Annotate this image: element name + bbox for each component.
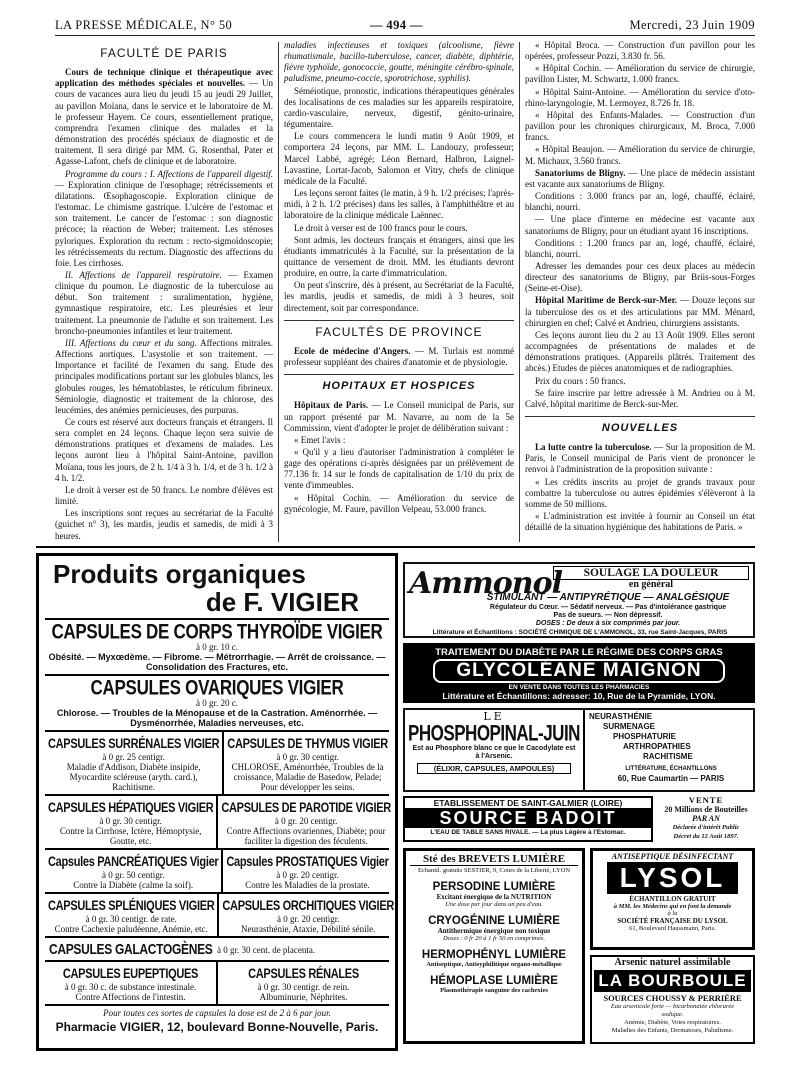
indication: SURMENAGE (603, 722, 656, 731)
lysol-line: SOCIÉTÉ FRANÇAISE DU LYSOL (617, 917, 728, 925)
phospho-lit: LITTÉRATURE, ÉCHANTILLONS (625, 766, 717, 772)
paragraph: maladies infectieuses et toxiques (alcoolisme, fièvre rhumatismale, bacillo-tuberculose, cancer, diabète, diphtérie, fièvre typhoïde, gonococcie, goutte, méningite cérébro-spinale, paludisme, pneumo-coccie, sporotrichose, syphilis). (284, 40, 514, 84)
indications: Contre Affections de l'intestin. (75, 992, 186, 1002)
lysol-address: 61, Boulevard Haussmann, Paris. (629, 925, 716, 932)
phospho-le: LE (483, 710, 505, 723)
bourboule-sources: SOURCES CHOUSSY & PERRIÈRE (603, 993, 742, 1003)
paragraph: — Une place de médecin assistant est vacante aux sanatoriums de Bligny. (525, 167, 755, 189)
ammonol-doses: DOSES : De deux à six comprimés par jour. (535, 620, 681, 627)
ad-lumiere (403, 848, 585, 1044)
paragraph: « Hôpital Cochin. — Amélioration du service de gynécologie, M. Faure, pavillon Velpeau, 53.000 francs. (284, 492, 514, 514)
paragraph: « Hôpital Broca. — Construction d'un pavillon pour les opérées, professeur Pozzi, 3.830 fr. 56. (525, 40, 755, 62)
glyco-line-3: EN VENTE DANS TOUTES LES PHARMACIES (508, 684, 650, 691)
paragraph: Adresser les demandes pour ces deux places au médecin directeur des sanatoriums de Bligny, par Briis-sous-Forges (Seine-et-Oise). (525, 260, 755, 294)
thymus-title: CAPSULES DE THYMUS VIGIER (227, 736, 388, 752)
lysol-line: à la (667, 910, 678, 917)
lumiere-desc: Plasmothérapie sanguine des cachexies (440, 987, 548, 994)
ad-vigier (36, 553, 398, 1051)
paragraph: — M. Turlais est nommé professeur suppléant des chaires d'anatomie et de physiologie. (284, 345, 514, 368)
paragraph: Séméiotique, pronostic, indications thérapeutiques générales des localisations de ces maladies sur les appareils respiratoire, cardio-vasculaire, nerveux, digestif, génito-urinaire, tégumentaire. (284, 85, 514, 130)
badoit-par-an: PAR AN (692, 814, 720, 823)
dose: à 0 gr. 50 centigr. (101, 870, 165, 880)
lysol-top: ANTISEPTIQUE DÉSINFECTANT (611, 852, 734, 861)
section-title-nouvelles: NOUVELLES (601, 422, 679, 434)
orchitiques-title: CAPSULES ORCHITIQUES VIGIER (222, 898, 394, 914)
course-title: Cours de technique clinique et thérapeutique avec application des méthodes spéciales et nouvelles. (55, 67, 273, 89)
paragraph: « Hôpital des Enfants-Malades. — Construction d'un pavillon pour les chroniques chirurgicaux, M. Broca, 7.000 francs. (525, 109, 755, 143)
ad-glycoleane (403, 643, 755, 703)
phospho-name: PHOSPHOPINAL-JUIN (408, 721, 580, 746)
paragraph: Le droit à verser est de 100 francs pour le cours. (294, 222, 468, 233)
paragraph: « Hôpital Cochin. — Amélioration du service de chirurgie, pavillon Lister, M. Schwartz, 1.000 francs. (525, 63, 755, 85)
program-heading: Programme du cours : I. Affections de l'appareil digestif. (65, 168, 273, 179)
ad-ammonol (403, 562, 755, 638)
paragraph: Conditions : 3.000 francs par an, logé, chauffé, éclairé, blanchi, nourri. (525, 191, 755, 213)
indication: PHOSPHATURIE (613, 732, 676, 741)
paragraph: Conditions : 1.200 francs par an, logé, chauffé, éclairé, blanchi, nourri. (525, 237, 755, 259)
bourboule-name: LA BOURBOULE (594, 970, 751, 992)
vigier-title-1: Produits organiques (53, 559, 306, 589)
badoit-name: SOURCE BADOIT (405, 808, 651, 828)
ammonol-line: Régulateur du Cœur. — Sédatif nerveux. — Pas d'intolérance gastrique (489, 604, 727, 611)
hepatiques-title: CAPSULES HÉPATIQUES VIGIER (48, 800, 214, 816)
hemoplase: HÉMOPLASE LUMIÈRE (430, 975, 558, 987)
item-title: Hôpitaux de Paris. (294, 400, 369, 411)
eupeptiques-title: CAPSULES EUPEPTIQUES (62, 966, 199, 982)
paragraph: Affections mitrales. Affections aortiques. L'asystolie et son traitement. — Importance et facilité de l'examen du sang. Etude des principales modifications portant sur les globules blancs, les globules rouges, les hématoblastes, le réticulum fibrineux. Sémiologie, diagnostic et traitement de la chlorose, des leucémies, des anémies pernicieuses, des purpuras. (55, 337, 273, 415)
column-2 (284, 40, 514, 540)
glyco-line-1: TRAITEMENT DU DIABÈTE PAR LE RÉGIME DES CORPS GRAS (435, 647, 723, 658)
paragraph: Le cours commencera le lundi matin 9 Août 1909, et comportera 24 leçons, par MM. L. Landouzy, professeur; Marcel Labbé, agrégé; Léon Bernard, Halbron, Laignel-Lavastine, Lortat-Jacob, Salomon et Vitry, chefs de clinique médicale de la Faculté. (284, 131, 514, 186)
badoit-etab: ETABLISSEMENT DE SAINT-GALMIER (LOIRE) (433, 798, 623, 808)
item-title: Ecole de médecine d'Angers. (294, 345, 411, 356)
badoit-sub: L'EAU DE TABLE SANS RIVALE. — La plus Légère à l'Estomac. (430, 829, 626, 836)
ammonol-stimulant: STIMULANT — ANTIPYRÉTIQUE — ANALGÉSIQUE (486, 592, 730, 603)
lumiere-desc: Antithermique énergique non toxique (437, 927, 551, 935)
paragraph: — Sur la proposition de M. Paris, le Conseil municipal de Paris vient de prononcer le renvoi à l'administration de la proposition suivante : (525, 442, 755, 475)
column-divider (519, 42, 520, 542)
indications: Maladie d'Addison, Diabète insipide, Myocardite scléreuse (aryth. card.), Rachitisme. (66, 762, 201, 792)
ammonol-address: Littérature et Échantillons : SOCIÉTÉ CHIMIQUE DE L'AMMONOL, 33, rue Saint-Jacques, PARIS (432, 629, 728, 636)
indications: Albuminurie, Néphrites. (259, 992, 348, 1002)
lumiere-desc: Antiseptique, Antisyphilitique organo-métallique (426, 961, 562, 968)
lumiere-desc: Excitant énergique de la NUTRITION (436, 893, 552, 901)
column-1 (55, 42, 273, 542)
pharmacy-address: Pharmacie VIGIER, 12, boulevard Bonne-Nouvelle, Paris. (55, 1020, 379, 1034)
column-3 (525, 40, 755, 540)
spleniques-title: CAPSULES SPLÉNIQUES VIGIER (48, 898, 215, 914)
dose: à 0 gr. 10 c. (196, 642, 238, 652)
ads-top-rule (36, 546, 755, 548)
dose: à 0 gr. 20 centigr. (274, 816, 338, 826)
paragraph: « L'administration est invitée à fournir au Conseil un état détaillé de la situation hygiénique des habitations de Paris. » (525, 511, 755, 533)
glyco-address: Littérature et Échantillons: adresser: 10, Rue de la Pyramide, LYON. (442, 691, 716, 701)
persodine: PERSODINE LUMIÈRE (432, 881, 556, 893)
divider (284, 374, 514, 375)
paragraph: — Exploration clinique de l'œsophage; rétrécissements et dilatations. Œsophagoscopie. Exploration clinique de l'estomac. Le chimisme gastrique. L'ulcère de l'estomac et son traitement. Le cancer de l'estomac : son diagnostic précoce; la réaction de Weber; traitement. Les sténoses pyloriques. Exploration du rectum : recto-sigmoïdoscopie; les rétrécissements du rectum. Diagnostic des affections du foie. Les cirrhoses. (55, 179, 273, 268)
bourboule-ind: Maladies des Enfants, Dermatoses, Paludisme. (611, 1027, 734, 1034)
glyco-name: GLYCOLÉANE MAIGNON (433, 659, 725, 683)
lumiere-top: Sté des BREVETS LUMIÈRE (410, 853, 578, 866)
renales-title: CAPSULES RÉNALES (248, 966, 359, 982)
dose: à 0 gr. 20 centigr. (276, 914, 340, 924)
ovariques-title: CAPSULES OVARIQUES VIGIER (90, 675, 344, 700)
parotide-title: CAPSULES DE PAROTIDE VIGIER (221, 800, 391, 816)
paragraph: Ces leçons auront lieu du 2 au 13 Août 1909. Elles seront accompagnées de présentations de malades et de démonstrations pratiques. (Appareils plâtrés. Traitement des abcès.) Etudes de pièces anatomiques et de radiographies. (525, 329, 755, 374)
dose: à 0 gr. 30 centigr. (99, 816, 162, 826)
paragraph: — Une place d'interne en médecine est vacante aux sanatoriums de Bligny, pour un étudiant ayant 16 inscriptions. (525, 214, 755, 236)
phospho-desc: Est au Phosphore blanc ce que le Cacodylate est à l'Arsenic. (412, 745, 576, 760)
ammonol-brand: Ammonol (409, 566, 562, 601)
ammonol-headline: SOULAGE LA DOULEUR (553, 566, 749, 580)
dose: à 0 gr. 30 centigr. (276, 752, 339, 762)
issue-date: Mercredi, 23 Juin 1909 (629, 18, 755, 32)
dose: à 0 gr. 30 cent. de placenta. (216, 945, 316, 955)
phospho-address: 60, Rue Caumartin — PARIS (617, 774, 725, 783)
badoit-decl: Déclarée d'intérêt Public (672, 824, 740, 831)
vigier-title-2: de F. VIGIER (205, 587, 359, 617)
paragraph: — Le Conseil municipal de Paris, sur un rapport présenté par M. Navarre, au nom de la 5e Commission, vient d'adopter le projet de délibération suivant : (284, 400, 514, 433)
page-number: — 494 — (370, 18, 423, 32)
indication: NEURASTHÉNIE (589, 712, 653, 721)
ad-badoit (403, 796, 755, 842)
lysol-line: ÉCHANTILLON GRATUIT (629, 895, 716, 903)
indications: Contre la Diabète (calme la soif). (73, 880, 194, 890)
divider (284, 320, 514, 321)
dose: à 0 gr. 30 centigr. de rate. (85, 914, 177, 924)
column-divider (278, 42, 279, 542)
paragraph: « Hôpital Saint-Antoine. — Amélioration du service d'oto-rhino-laryngologie, M. Lermoyez, 8.726 fr. 18. (525, 86, 755, 108)
paragraph: Les inscriptions sont reçues au secrétariat de la Faculté (guichet n° 3), les mardis, jeudis et samedis, de midi à 3 heures. (55, 508, 273, 541)
paragraph: Les leçons seront faites (le matin, à 9 h. 1/2 précises; l'après-midi, à 2 h. 1/2 précises) dans les salles, à l'amphithéâtre et au laboratoire de la clinique médicale Laënnec. (284, 188, 514, 221)
paragraph: Le droit à verser est de 50 francs. Le nombre d'élèves est limité. (55, 484, 273, 507)
dosage-note: Pour toutes ces sortes de capsules la dose est de 2 à 6 par jour. (45, 1004, 389, 1018)
journal-title: LA PRESSE MÉDICALE, N° 50 (55, 18, 233, 32)
ad-lysol (590, 848, 755, 950)
dose: à 0 gr. 30 centigr. de rein. (257, 982, 350, 992)
indication: ARTHROPATHIES (623, 742, 691, 751)
badoit-vente: VENTE (688, 796, 724, 805)
badoit-decret: Décret du 12 Août 1897. (673, 833, 739, 840)
paragraph: « Les crédits inscrits au projet de grands travaux pour combattre la tuberculose ou autres épidémies s'élèveront à la somme de 50 millions. (525, 476, 755, 509)
dose: à 0 gr. 20 centigr. (276, 870, 339, 880)
indication: RACHITISME (643, 752, 693, 761)
paragraph: « Qu'il y a lieu d'autoriser l'administration à compléter le gage des opérations ci-après désignées par un prélèvement de 77.136 fr. 14 sur le fonds de capitalisation de 1/10 du prix de vente d'immeubles. (284, 447, 514, 491)
phospho-forms: (ÉLIXIR, CAPSULES, AMPOULES) (417, 763, 571, 774)
paragraph: Se faire inscrire par lettre adressée à M. Andrieu ou à M. Calvé, hôpital maritime de Berck-sur-Mer. (525, 387, 755, 409)
bourboule-top: Arsenic naturel assimilable (614, 957, 731, 968)
indications: CHLOROSE, Aménorrhée, Troubles de la croissance, Maladie de Basedow, Pelade; Pour développer les seins. (231, 762, 384, 792)
ad-bourboule (590, 955, 755, 1044)
program-heading: III. Affections du cœur et du sang. (65, 337, 197, 348)
section-title-facultes-province: FACULTÉS DE PROVINCE (315, 324, 483, 339)
galactogenes-title: CAPSULES GALACTOGÈNES (49, 940, 213, 958)
item-title: Sanatoriums de Bligny. (535, 167, 626, 178)
pancreatiques-title: Capsules PANCRÉATIQUES Vigier (48, 854, 219, 870)
page-header (55, 18, 755, 36)
hermophenyl: HERMOPHÉNYL LUMIÈRE (421, 949, 567, 961)
item-title: Hôpital Maritime de Berck-sur-Mer. (535, 295, 678, 306)
lumiere-desc: Une dose par jour dans un peu d'eau. (445, 901, 543, 908)
dose: à 0 gr. 20 c. (196, 698, 238, 708)
paragraph: — Un cours de vacances aura lieu du jeudi 15 au jeudi 29 Juillet, au pavillon Moïana, dans le service et le laboratoire de M. le professeur Hayem. Ce cours, essentiellement pratique, comprendra l'examen clinique des malades et la démonstration des procédés spéciaux de diagnostic et de traitement. Il sera dirigé par MM. G. Rosenthal, Pater et Agasse-Lafont, chefs de clinique et de laboratoire. (55, 78, 273, 167)
divider (525, 416, 755, 417)
paragraph: Prix du cours : 50 francs. (535, 375, 626, 386)
indications: Neurasthénie, Ataxie, Débilité sénile. (240, 924, 376, 934)
paragraph: On peut s'inscrire, dès à présent, au Secrétariat de la Faculté, les mardis, jeudis et samedis, de midi à 3 heures, soit directement, soit par correspondance. (284, 280, 514, 313)
prostatiques-title: Capsules PROSTATIQUES Vigier (226, 854, 389, 870)
indications: Contre la Cirrhose, Ictère, Hémoptysie, Goutte, etc. (59, 826, 202, 846)
paragraph: — Douze leçons sur la tuberculose des os et des articulations par MM. Ménard, chirurgien en chef; Calvé et Andrieu, chirurgiens assistants. (525, 295, 755, 328)
bourboule-ind: Anémie, Diabète, Voies respiratoires. (624, 1019, 721, 1026)
surrenales-title: CAPSULES SURRÉNALES VIGIER (48, 736, 220, 752)
ammonol-line: Pas de sueurs. — Non dépressif. (553, 612, 663, 619)
lumiere-desc: Doses : 0 fr 20 à 1 fr 50 en comprimés. (442, 935, 545, 942)
paragraph: Ce cours est réservé aux docteurs français et étrangers. Il sera complet en 24 leçons. Chaque leçon sera suivie de démonstrations pratiques et d'examens de malades. Les leçons auront lieu à l'hôpital Saint-Antoine, pavillon Moïana, tous les jours, de 2 h. 1/4 à 3 h. 1/4, et de 3 h. 1/2 à 4 h. 1/2. (55, 417, 273, 483)
bourboule-desc: Eau arsenicale forte — bicarbonatée chlorurée sodique. (610, 1003, 735, 1018)
dose: à 0 gr. 25 centigr. (102, 752, 165, 762)
lysol-name: LYSOL (607, 862, 738, 894)
dose: à 0 gr. 30 c. de substance intestinale. (64, 982, 197, 992)
indications: Contre Cachexie paludéenne, Anémie, etc. (54, 924, 208, 934)
program-heading: II. Affections de l'appareil respiratoire. (65, 269, 222, 280)
badoit-volume: 20 Millions de Bouteilles (664, 805, 748, 814)
item-title: La lutte contre la tuberculose. (535, 442, 652, 453)
paragraph: — Examen clinique du poumon. Le diagnostic de la tuberculose au début. Son traitement : suralimentation, hygiène, gymnastique respiratoire, etc. Les pleurésies et leur traitement. La pneumonie de l'adulte et son traitement. Les broncho-pneumonies infantiles et leur traitement. (55, 269, 273, 336)
paragraph: Sont admis, les docteurs français et étrangers, ainsi que les étudiants immatriculés à la Faculté, sur la présentation de la quittance de versement de droit. MM. les étudiants devront produire, en outre, la carte d'immatriculation. (284, 234, 514, 279)
cryogenine: CRYOGÉNINE LUMIÈRE (428, 915, 560, 927)
thyroide-title: CAPSULES DE CORPS THYROÏDE VIGIER (51, 619, 383, 644)
indications: Obésité. — Myxœdème. — Fibrome. — Métrorrhagie. — Arrêt de croissance. — Consolidation des Fractures, etc. (48, 652, 386, 672)
indications: Chlorose. — Troubles de la Ménopause et de la Castration. Aménorrhée. — Dysménorrhée, Maladies nerveuses, etc. (56, 708, 378, 728)
ammonol-headline-2: en général (628, 579, 674, 590)
paragraph: « Hôpital Beaujon. — Amélioration du service de chirurgie, M. Michaux, 3.560 francs. (525, 144, 755, 166)
ad-phosphopinal (403, 708, 755, 792)
indications: Contre Affections ovariennes, Diabète; pour faciliter la digestion des féculents. (226, 826, 386, 846)
indications: Contre les Maladies de la prostate. (245, 880, 370, 890)
section-title-faculte-paris: FACULTÉ DE PARIS (100, 46, 228, 60)
section-title-hopitaux: HOPITAUX ET HOSPICES (322, 380, 476, 393)
lumiere-topsub: Echantil. gratuits SESTIER, 9, Cours de la Liberté, LYON (417, 867, 571, 874)
lysol-line: à MM. les Médecins qui en font la demande (613, 903, 732, 910)
paragraph: « Emet l'avis : (294, 434, 346, 445)
